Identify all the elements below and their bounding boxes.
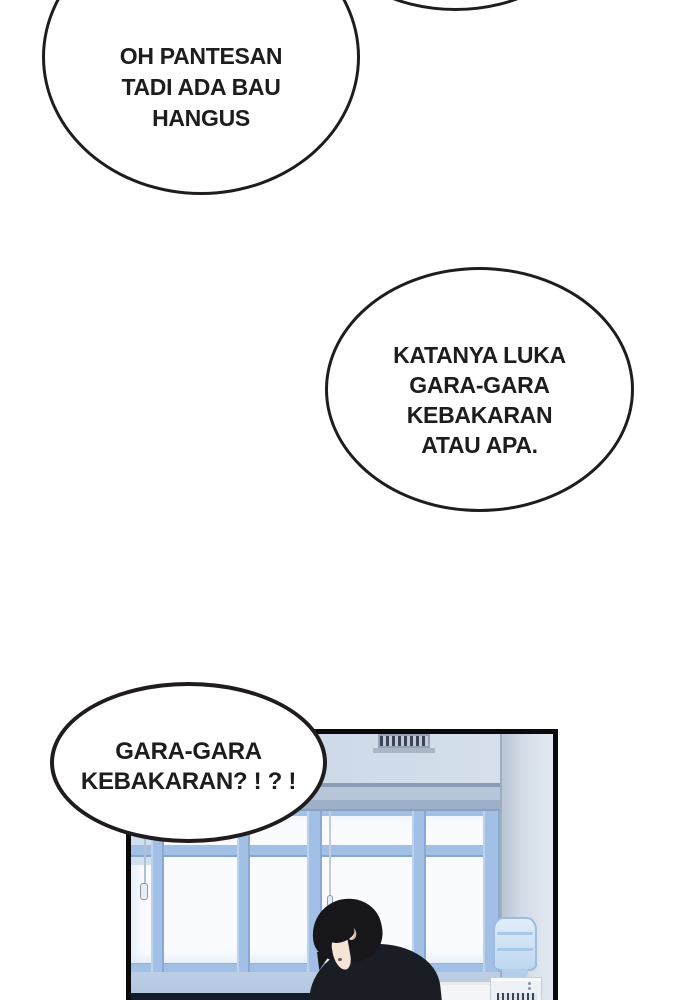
speech-line: OH PANTESAN <box>119 43 283 69</box>
speech-bubble-top-partial <box>339 0 572 11</box>
water-cooler-bottle <box>493 917 537 971</box>
speech-bubble-1 <box>42 0 360 195</box>
speech-line: KEBAKARAN <box>406 402 553 428</box>
speech-line: GARA-GARA <box>115 738 262 765</box>
speech-line: GARA-GARA <box>409 372 550 398</box>
dispenser-button <box>528 982 531 985</box>
dispenser-button <box>528 987 531 990</box>
bottle-ridge <box>497 948 533 951</box>
window-mullion <box>412 811 426 972</box>
speech-line: KEBAKARAN? ! ? ! <box>80 768 297 795</box>
blind-cord <box>329 811 331 897</box>
speech-line: TADI ADA BAU <box>121 74 281 100</box>
speech-bubble-3-text <box>54 737 323 797</box>
speech-bubble-2 <box>325 267 634 512</box>
blind-cord-toggle <box>140 883 148 900</box>
dispenser-grille <box>497 993 537 1000</box>
bottle-ridge <box>497 932 533 935</box>
speech-line: KATANYA LUKA <box>393 342 566 368</box>
speech-line: ATAU APA. <box>421 432 538 458</box>
ceiling-vent-base <box>373 748 435 753</box>
student-face-mark <box>338 958 342 961</box>
speech-bubble-3 <box>50 682 327 843</box>
speech-bubble-2-text <box>328 340 631 460</box>
ceiling-vent-grille <box>378 734 430 748</box>
speech-bubble-1-text <box>45 41 357 134</box>
speech-line: HANGUS <box>152 105 250 131</box>
